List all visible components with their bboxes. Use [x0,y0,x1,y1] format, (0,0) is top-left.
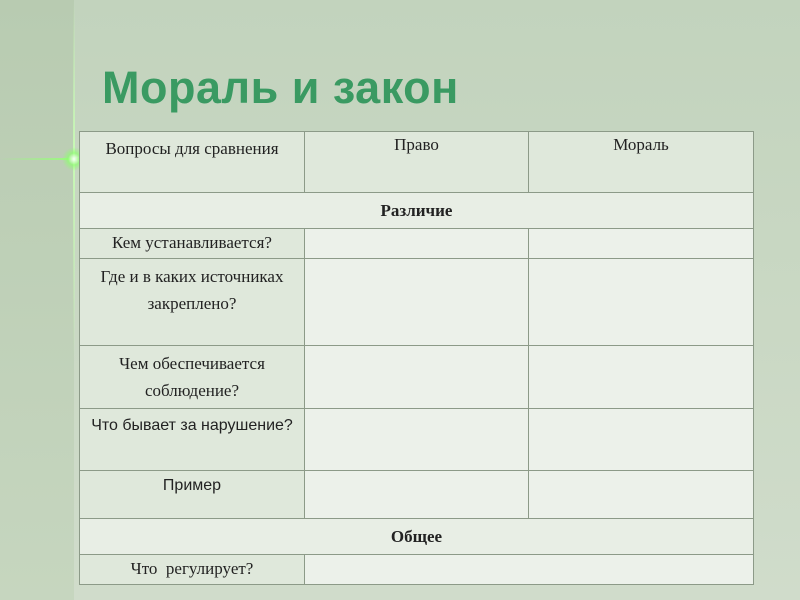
row-question: Что бывает за нарушение? [80,409,305,471]
header-questions: Вопросы для сравнения [80,132,305,193]
table-header-row [80,132,754,193]
header-law: Право [305,132,529,193]
row-question: Где и в каких источниках закреплено? [80,259,305,346]
cell-common-answer[interactable] [305,555,754,585]
comparison-table [79,131,754,585]
table-row [80,229,754,259]
table-row [80,346,754,409]
cell-morality[interactable] [529,409,754,471]
header-morality: Мораль [529,132,754,193]
row-question: Кем устанавливается? [80,229,305,259]
row-question: Чем обеспечивается соблюдение? [80,346,305,409]
section-row-common [80,519,754,555]
slide-title: Мораль и закон [102,62,459,113]
left-decor-strip [0,0,74,600]
table-row [80,471,754,519]
cell-law[interactable] [305,259,529,346]
cell-law[interactable] [305,409,529,471]
row-question: Пример [80,471,305,519]
row-question: Что регулирует? [80,555,305,585]
cell-morality[interactable] [529,471,754,519]
cell-law[interactable] [305,471,529,519]
cell-law[interactable] [305,346,529,409]
table-row [80,409,754,471]
section-row-difference [80,193,754,229]
section-common: Общее [80,519,754,555]
cell-morality[interactable] [529,346,754,409]
cell-morality[interactable] [529,259,754,346]
table-row [80,555,754,585]
cell-morality[interactable] [529,229,754,259]
section-difference: Различие [80,193,754,229]
table-row [80,259,754,346]
sparkle-line-vertical [73,0,75,600]
cell-law[interactable] [305,229,529,259]
